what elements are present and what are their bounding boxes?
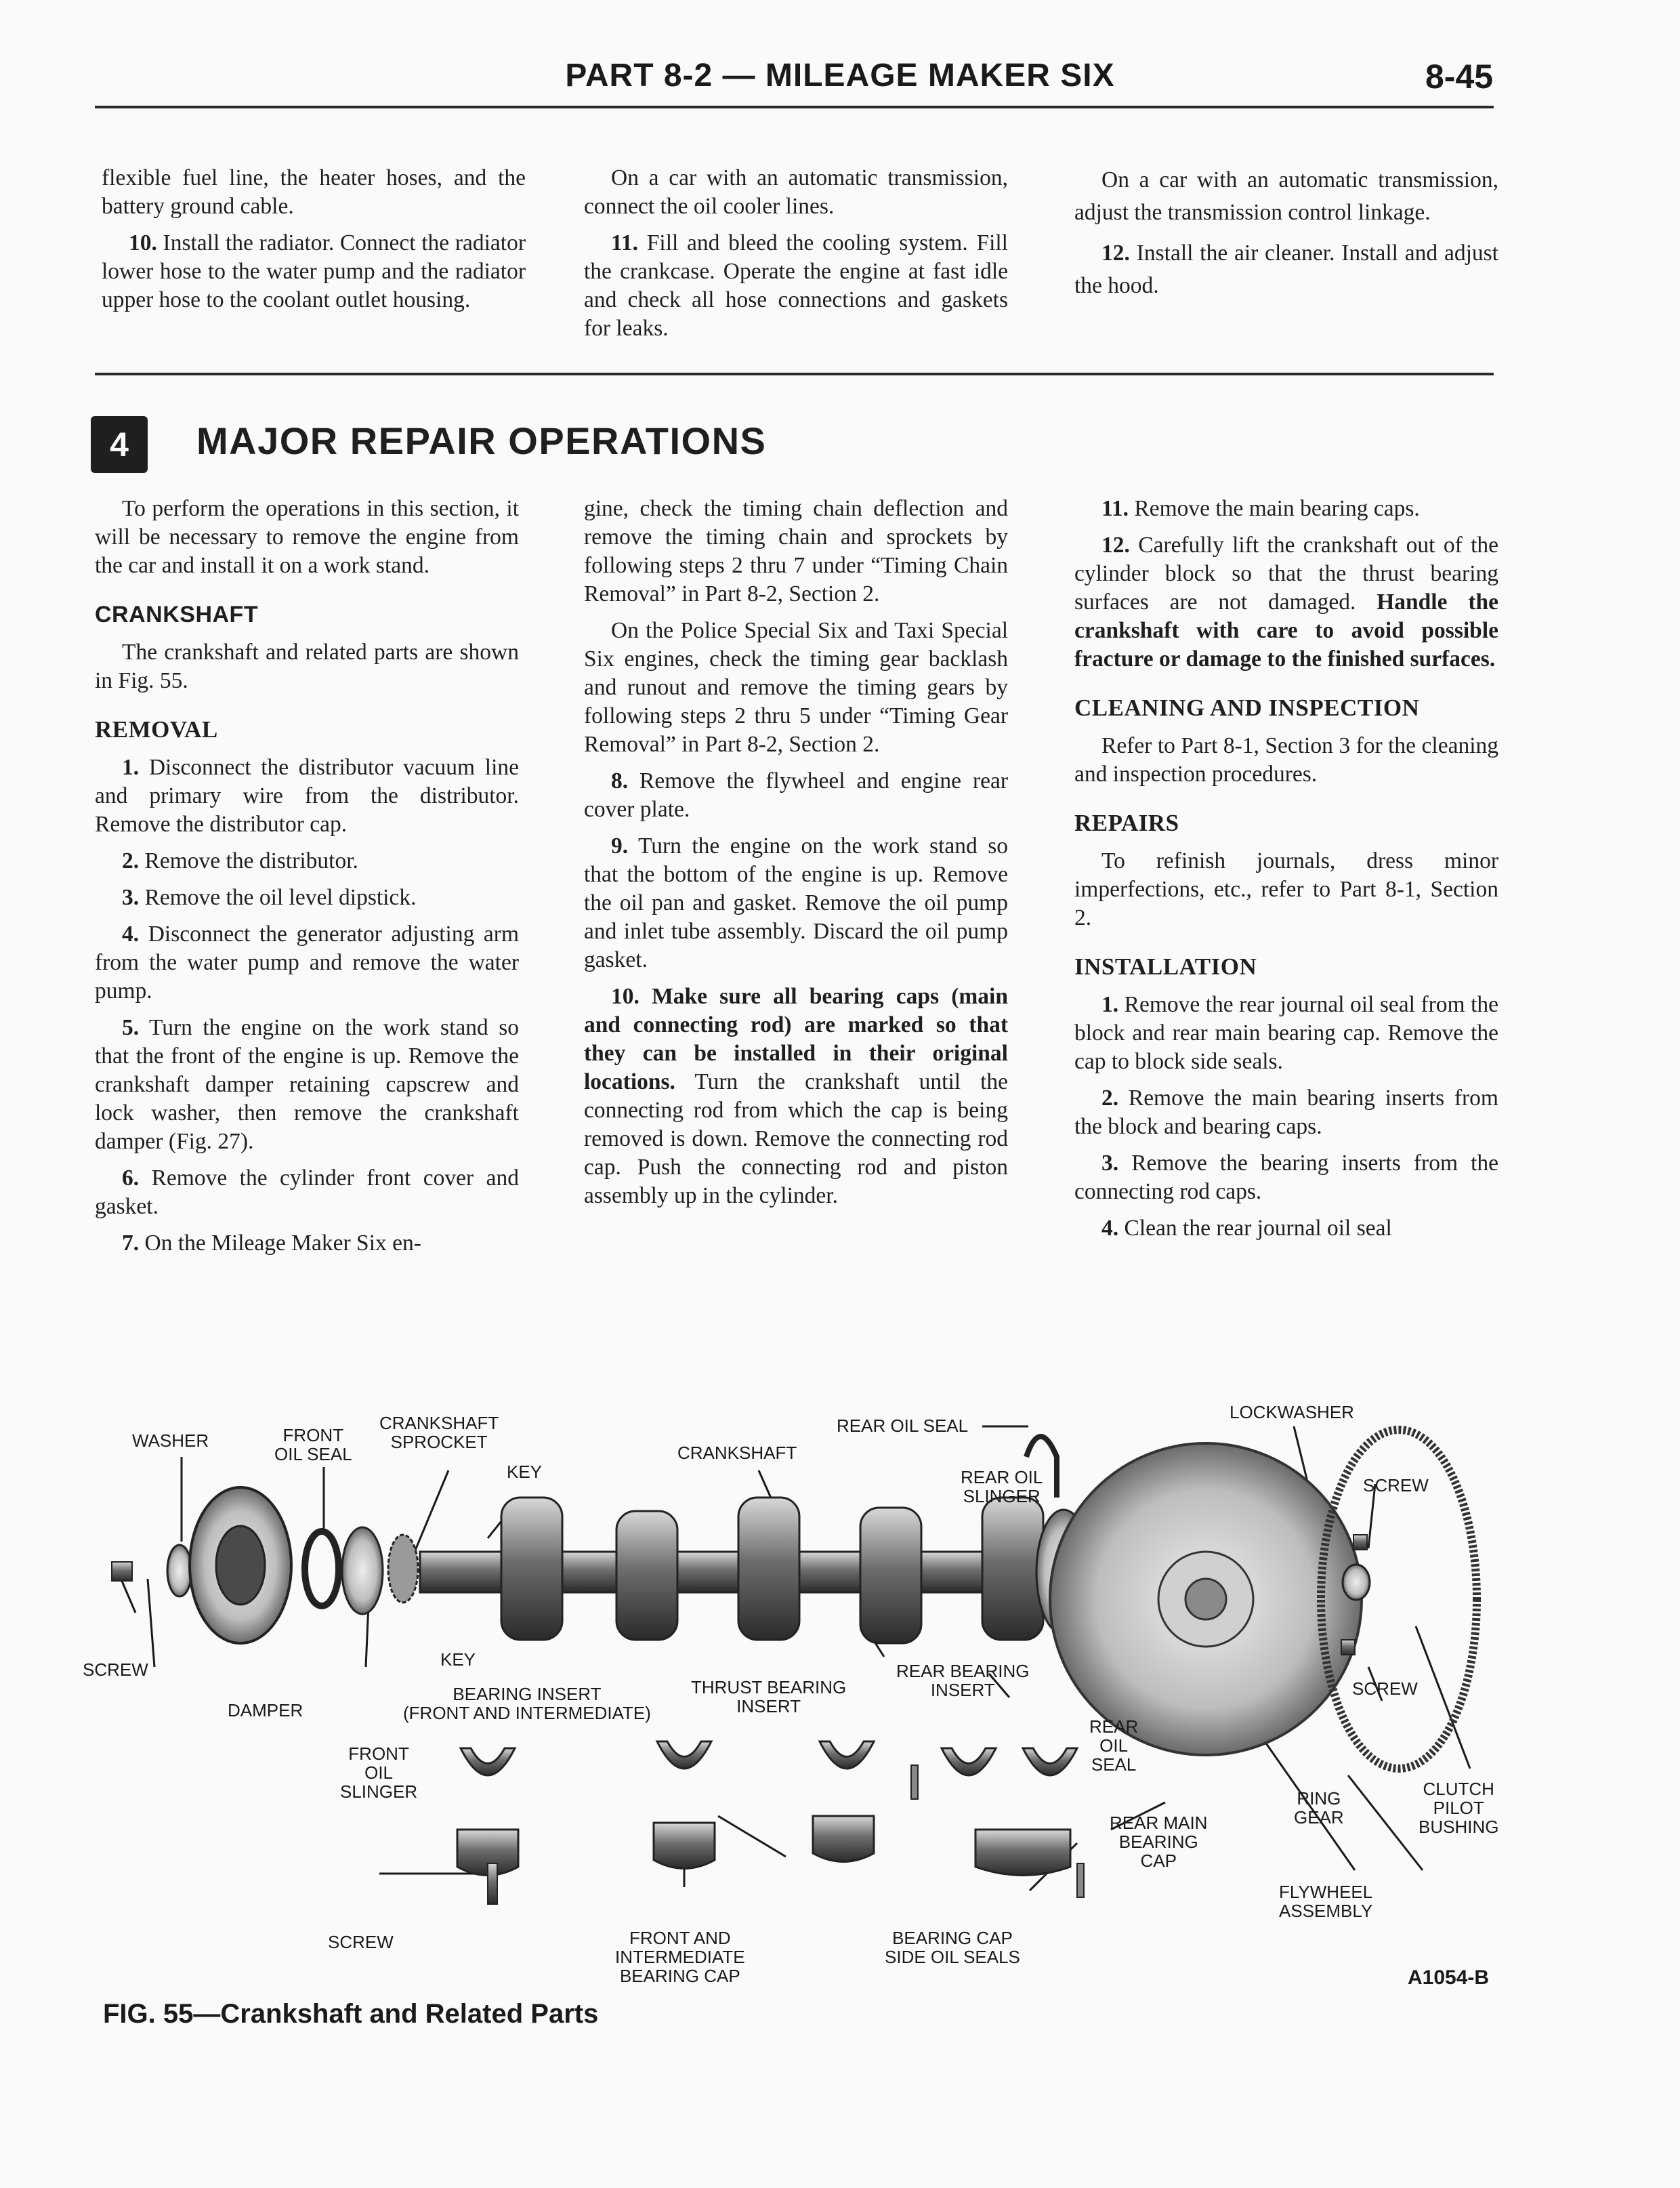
label-flywheel-assembly: FLYWHEEL ASSEMBLY [1279,1882,1373,1921]
top-col2-step-11: 11. Fill and bleed the cooling system. Fill the crankcase. Operate the engine at fast idle and check all hose connections and gaskets for leaks. [584,230,1008,341]
label-clutch-pilot-bushing: CLUTCH PILOT BUSHING [1419,1779,1499,1837]
removal-step-2: 2. Remove the distributor. [122,848,358,873]
police-special-paragraph: On the Police Special Six and Taxi Special Six engines, check the timing gear backlash and runout and remove the timing gears by following steps 2 thru 5 under “Timing Gear Removal” in Part 8-2, Section 2. [584,618,1008,757]
top-column-1 [102,164,526,323]
label-screw-right-bottom: SCREW [1352,1678,1418,1699]
intro-paragraph: To perform the operations in this section, it will be necessary to remove the engine from the car and install it on a work stand. [95,496,519,578]
rear-bearing-insert-part [1023,1748,1077,1775]
label-rear-main-bearing-cap: REAR MAIN BEARING CAP [1110,1813,1208,1871]
bearing-insert-part [657,1741,711,1769]
removal-step-5: 5. Turn the engine on the work stand so that the front of the engine is up. Remove the crankshaft damper retaining capscrew and lock washer, then remove the crankshaft damper (Fig. 27). [95,1015,519,1154]
crankshaft-paragraph: The crankshaft and related parts are shown in Fig. 55. [95,640,519,693]
thrust-bearing-insert-part [820,1741,874,1769]
removal-step-12: 12. Carefully lift the crankshaft out of the cylinder block so that the thrust bearing surfaces are not damaged. Handle the crankshaft with care to avoid possible fracture or damage to the finished surfaces. [1074,533,1499,672]
label-key-bottom: KEY [440,1649,476,1670]
top-col1-step-10: 10. Install the radiator. Connect the radiator lower hose to the water pump and the radiator upper hose to the coolant outlet housing. [102,230,526,312]
label-thrust-bearing-insert: THRUST BEARING INSERT [691,1677,847,1716]
label-front-oil-slinger: FRONT OIL SLINGER [340,1743,418,1802]
screw-top-part [1353,1535,1367,1550]
cap-screw-part [488,1863,497,1904]
heading-repairs: REPAIRS [1074,810,1179,836]
flywheel-part [1050,1443,1362,1755]
front-oil-slinger-part [342,1527,383,1614]
label-crankshaft: CRANKSHAFT [677,1443,797,1463]
label-crankshaft-sprocket: CRANKSHAFT SPROCKET [379,1413,499,1452]
bearing-cap-part [654,1823,715,1869]
side-seal-part [1077,1863,1084,1897]
installation-step-4: 4. Clean the rear journal oil seal [1101,1216,1392,1241]
heading-cleaning-inspection: CLEANING AND INSPECTION [1074,695,1420,721]
side-seal-part [911,1765,918,1799]
removal-step-7: 7. On the Mileage Maker Six en- [122,1231,421,1256]
label-lockwasher: LOCKWASHER [1230,1402,1354,1422]
label-rear-oil-slinger: REAR OIL SLINGER [961,1467,1043,1506]
label-washer: WASHER [132,1430,209,1451]
page-number: 8-45 [1425,58,1494,96]
label-bearing-cap-side-seals: BEARING CAP SIDE OIL SEALS [885,1928,1020,1967]
label-bearing-insert: BEARING INSERT (FRONT AND INTERMEDIATE) [403,1684,651,1723]
removal-step-8: 8. Remove the flywheel and engine rear cover plate. [584,768,1009,822]
top-col3-step-12: 12. Install the air cleaner. Install and adjust the hood. [1074,241,1498,298]
label-front-intermediate-cap: FRONT AND INTERMEDIATE BEARING CAP [615,1928,745,1986]
rear-bearing-insert-part [942,1748,996,1775]
label-ring-gear: RING GEAR [1294,1788,1344,1828]
label-rear-bearing-insert: REAR BEARING INSERT [896,1661,1030,1700]
installation-step-2: 2. Remove the main bearing inserts from the block and bearing caps. [1074,1086,1498,1139]
label-screw-bottom: SCREW [328,1932,394,1952]
top-col3-para: On a car with an automatic transmission, adjust the transmission control linkage. [1074,167,1498,225]
removal-step-1: 1. Disconnect the distributor vacuum line and primary wire from the distributor. Remove the distributor cap. [95,755,520,837]
top-column-3 [1074,164,1498,310]
label-key-top: KEY [507,1462,543,1482]
top-column-2 [584,164,1008,351]
bearing-cap-part [813,1816,874,1862]
front-oil-seal-part [305,1531,339,1606]
label-damper: DAMPER [228,1700,303,1720]
figure-code: A1054-B [1408,1966,1490,1989]
removal-step-9: 9. Turn the engine on the work stand so that the bottom of the engine is up. Remove the oil pan and gasket. Remove the oil pump and inlet tube assembly. Discard the oil pump gasket. [584,833,1008,972]
rear-main-bearing-cap-part [975,1830,1070,1876]
heading-crankshaft: CRANKSHAFT [95,602,259,627]
removal-step-10: 10. Make sure all bearing caps (main and connecting rod) are marked so that they can be installed in their original locations. Turn the crankshaft until the connecting rod from which the cap is being removed is down. Remove the connecting rod cap. Push the connecting rod and piston assembly up in the cylinder. [584,984,1009,1208]
label-rear-oil-seal-top: REAR OIL SEAL [837,1416,969,1436]
heading-installation: INSTALLATION [1074,953,1257,980]
label-rear-oil-seal-right: REAR OIL SEAL [1089,1716,1139,1775]
removal-step-11: 11. Remove the main bearing caps. [1101,496,1420,521]
removal-step-6: 6. Remove the cylinder front cover and gasket. [95,1165,519,1219]
top-col2-para: On a car with an automatic transmission, connect the oil cooler lines. [584,165,1008,219]
removal-step-4: 4. Disconnect the generator adjusting arm from the water pump and remove the water pump. [95,922,520,1004]
figure-caption: FIG. 55—Crankshaft and Related Parts [103,1999,599,2029]
heading-removal: REMOVAL [95,716,218,743]
screw-part [112,1562,132,1581]
installation-step-1: 1. Remove the rear journal oil seal from the block and rear main bearing cap. Remove the cap to block side seals. [1074,992,1498,1074]
cleaning-paragraph: Refer to Part 8-1, Section 3 for the cleaning and inspection procedures. [1074,733,1498,787]
installation-step-3: 3. Remove the bearing inserts from the connecting rod caps. [1074,1151,1498,1204]
label-screw-right-top: SCREW [1363,1475,1429,1495]
removal-step-3: 3. Remove the oil level dipstick. [122,885,417,910]
header-rule [95,106,1494,108]
step-7-continued: gine, check the timing chain deflection and remove the timing chain and sprockets by following steps 2 thru 7 under “Timing Chain Removal” in Part 8-2, Section 2. [584,496,1008,606]
label-screw-left: SCREW [83,1659,148,1680]
body-column-1 [95,495,519,1266]
section-rule [95,373,1494,375]
washer-part [167,1545,192,1596]
repairs-paragraph: To refinish journals, dress minor imperfections, etc., refer to Part 8-1, Section 2. [1074,848,1498,930]
label-front-oil-seal: FRONT OIL SEAL [274,1425,352,1464]
section-title: MAJOR REPAIR OPERATIONS [196,419,767,462]
clutch-pilot-bushing-part [1343,1565,1370,1600]
bearing-insert-part [461,1748,515,1775]
section-number-badge: 4 [91,416,148,473]
crankshaft-sprocket-part [388,1535,418,1603]
body-column-2 [584,495,1008,1218]
top-col1-para: flexible fuel line, the heater hoses, and the battery ground cable. [102,165,526,219]
body-column-3 [1074,495,1498,1251]
running-head: PART 8-2 — MILEAGE MAKER SIX [565,58,1115,94]
screw-bottom-part [1341,1640,1355,1655]
